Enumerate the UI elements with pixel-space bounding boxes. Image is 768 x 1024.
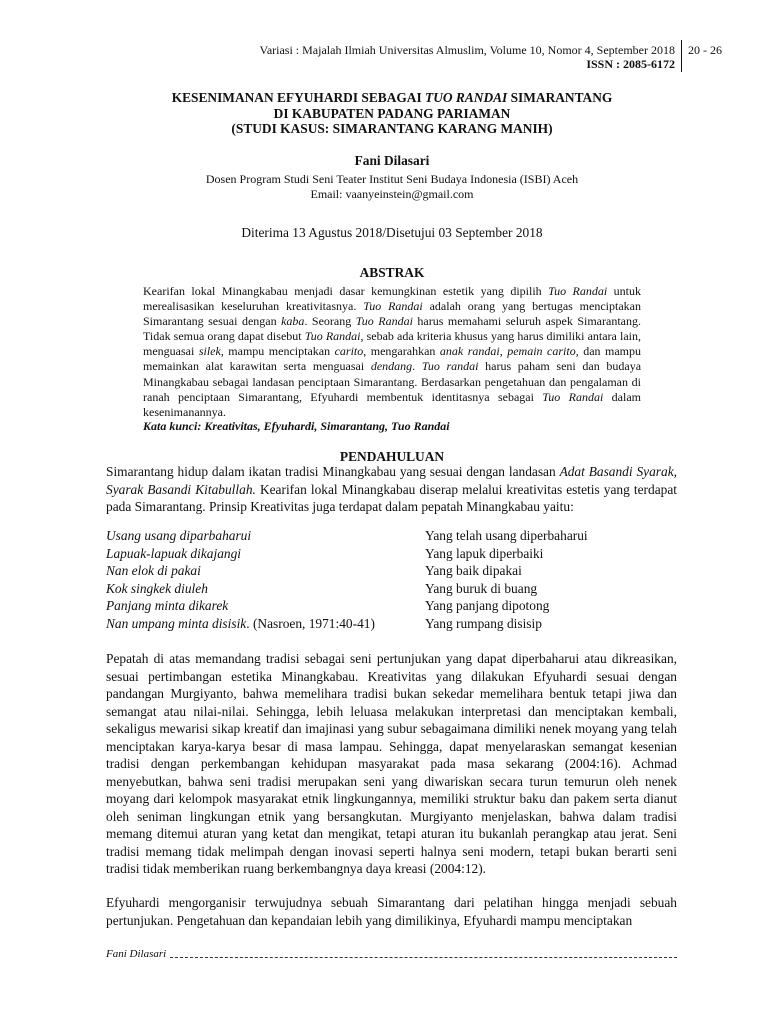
- author-affiliation: Dosen Program Studi Seni Teater Institut Seni Budaya Indonesia (ISBI) Aceh: [205, 172, 579, 186]
- proverb-row: Kok singkek diuleh Yang buruk di buang: [106, 580, 538, 596]
- proverb-table: [106, 527, 677, 632]
- abstract-text: Kearifan lokal Minangkabau menjadi dasar kemungkinan estetik yang dipilih Tuo Randai untuk merealisasikan keseluruhan kreativitasnya. Tuo Randai adalah orang yang bertugas menciptakan Simarantang sesuai dengan kaba. Seorang Tuo Randai harus memahami seluruh aspek Simarantang. Tidak semua orang dapat disebut Tuo Randai, sebab ada kriteria khusus yang harus dimiliki antara lain, menguasai silek, mampu menciptakan carito, mengarahkan anak randai, pemain carito, dan mampu memainkan alat karawitan serta menguasai dendang. Tuo randai harus paham seni dan budaya Minangkabau sebagai landasan penciptaan Simarantang. Berdasarkan pengetahuan dan pengalaman di ranah penciptaan Simarantang, Efyuhardi membentuk identitasnya sebagai Tuo Randai dalam kesenimanannya.: [143, 284, 642, 419]
- paragraph-1: Simarantang hidup dalam ikatan tradisi Minangkabau yang sesuai dengan landasan Adat Basandi Syarak, Syarak Basandi Kitabullah. Kearifan lokal Minangkabau diserap melalui kreativitas estetis yang terdapat pada Simarantang. Prinsip Kreativitas juga terdapat dalam pepatah Minangkabau yaitu:: [106, 464, 677, 514]
- author-affiliation-block: [100, 172, 684, 202]
- author-email: Email: vaanyeinstein@gmail.com: [310, 187, 474, 201]
- title-line2: DI KABUPATEN PADANG PARIAMAN: [273, 105, 511, 121]
- received-dates: Diterima 13 Agustus 2018/Disetujui 03 September 2018: [241, 225, 543, 240]
- proverb-citation: . (Nasroen, 1971:40-41): [246, 615, 375, 631]
- proverb-row: Panjang minta dikarek Yang panjang dipotong: [106, 598, 550, 613]
- section-heading: PENDAHULUAN: [339, 449, 445, 464]
- title-line1-italic: TUO RANDAI: [425, 90, 508, 105]
- proverb-row: Nan elok di pakai Yang baik dipakai: [106, 563, 522, 578]
- paragraph-3: Efyuhardi mengorganisir terwujudnya sebuah Simarantang dari pelatihan hingga menjadi sebuah pertunjukan. Pengetahuan dan kepandaian lebih yang dimilikinya, Efyuhardi mampu menciptakan: [106, 895, 677, 928]
- title-line3: (STUDI KASUS: SIMARANTANG KARANG MANIH): [231, 121, 553, 136]
- abstract-heading: ABSTRAK: [359, 265, 425, 280]
- page-range: 20 - 26: [688, 43, 722, 57]
- running-header: [100, 43, 675, 71]
- header-divider: [681, 40, 682, 72]
- proverb-row: Lapuak-lapuak dikajangi Yang lapuk diperbaiki: [106, 545, 544, 561]
- proverb-row: Nan umpang minta disisik. (Nasroen, 1971:40-41) Yang rumpang disisip: [106, 615, 542, 631]
- article-title: [100, 90, 684, 137]
- keywords: Kata kunci: Kreativitas, Efyuhardi, Simarantang, Tuo Randai: [143, 419, 450, 433]
- issn: ISSN : 2085-6172: [586, 57, 675, 71]
- page-footer: [106, 948, 677, 960]
- footer-rule: [170, 951, 677, 958]
- author-name: Fani Dilasari: [354, 153, 430, 168]
- title-line1-post: SIMARANTANG: [507, 90, 613, 105]
- journal-info: Variasi : Majalah Ilmiah Universitas Almuslim, Volume 10, Nomor 4, September 2018: [259, 43, 675, 57]
- footer-author: Fani Dilasari: [106, 948, 167, 960]
- title-line1-pre: KESENIMANAN EFYUHARDI SEBAGAI: [171, 90, 426, 105]
- paragraph-2: Pepatah di atas memandang tradisi sebagai seni pertunjukan yang dapat diperbaharui atau dikreasikan, sesuai pertimbangan estetika Minangkabau. Kreativitas yang dilakukan Efyuhardi sesuai dengan pandangan Murgiyanto, bahwa memelihara tradisi bukan sekedar memelihara bentuk tetapi jiwa dan semangat atau nilai-nilai. Sehingga, lebih leluasa melakukan interpretasi dan menciptakan kembali, sekaligus mewarisi sikap kreatif dan imajinasi yang subur sebagaimana dimiliki nenek moyang yang telah menciptakan karya-karya besar di masa lampau. Sehingga, dapat menyelaraskan semangat kesenian tradisi dengan perkembangan kehidupan masyarakat pada masa sekarang (2004:16). Achmad menyebutkan, bahwa seni tradisi merupakan seni yang diwariskan secara turun temurun oleh nenek moyang dari kelompok masyarakat etnik lingkungannya, memiliki struktur baku dan pakem serta dianut oleh seniman lingkungan etnik yang bersangkutan. Murgiyanto menjelaskan, bahwa dalam tradisi memang ditemui aturan yang ketat dan mengikat, tetapi aturan itu bukanlah perangkap atau jerat. Seni tradisi memang tidak melimpah dengan inovasi seperti halnya seni modern, tetapi bukan berarti seni tradisi tidak memberikan ruang berkembangnya daya kreasi (2004:12).: [106, 651, 677, 876]
- proverb-row: Usang usang diparbaharui Yang telah usang diperbaharui: [106, 528, 588, 543]
